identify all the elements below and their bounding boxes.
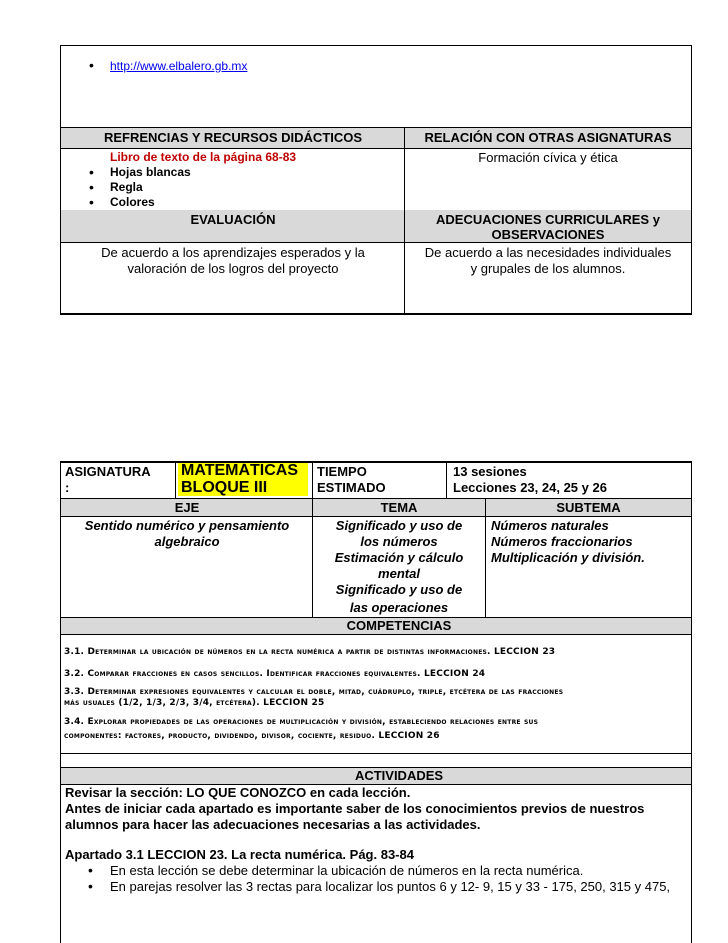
sessions-count: 13 sesiones xyxy=(453,464,527,479)
eval-text-2: valoración de los logros del proyecto xyxy=(127,261,339,276)
divider xyxy=(61,242,691,243)
tiempo-label: TIEMPO xyxy=(317,464,367,479)
resource-item: Colores xyxy=(110,195,155,209)
tema-line: mental xyxy=(378,566,420,581)
column-divider xyxy=(175,461,176,499)
divider xyxy=(61,753,691,754)
activity-bullet: En parejas resolver las 3 rectas para localizar los puntos 6 y 12- 9, 15 y 33 - 175, 250, 315 y 475, xyxy=(110,879,671,894)
column-divider xyxy=(312,461,313,499)
tema-line: Significado y uso de xyxy=(335,582,463,597)
apartado-title: Apartado 3.1 LECCION 23. La recta numérica. Pág. 83-84 xyxy=(65,847,414,862)
actividades-header: ACTIVIDADES xyxy=(354,768,444,783)
adec-text-2: y grupales de los alumnos. xyxy=(470,261,626,276)
bullet-icon: • xyxy=(89,194,94,210)
competencia-item: 3.4. Explorar propiedades de las operaciones de multiplicación y división, estableciendo relaciones entre sus xyxy=(64,717,539,727)
asignatura-colon: : xyxy=(65,480,70,495)
eje-value-1: Sentido numérico y pensamiento xyxy=(84,518,290,533)
subject-name: MATEMÁTICAS xyxy=(181,462,299,479)
bullet-icon: • xyxy=(89,164,94,180)
tema-line: Significado y uso de xyxy=(335,518,463,533)
table-bottom xyxy=(60,313,692,315)
bullet-icon: • xyxy=(88,862,93,878)
column-divider xyxy=(446,461,447,499)
subtema-header: SUBTEMA xyxy=(556,500,621,515)
ref-header: REFRENCIAS Y RECURSOS DIDÁCTICOS xyxy=(103,130,363,145)
resource-item: Regla xyxy=(110,180,143,194)
subtema-line: Multiplicación y división. xyxy=(491,550,645,565)
activity-text: alumnos para hacer las adecuaciones necesarias a las actividades. xyxy=(65,817,481,832)
subtema-line: Números fraccionarios xyxy=(491,534,633,549)
competencia-item: más usuales (1/2, 1/3, 2/3, 3/4, etcétera). LECCION 25 xyxy=(64,698,325,708)
eval-header: EVALUACIÓN xyxy=(190,212,276,227)
bullet-icon: • xyxy=(88,878,93,894)
related-subject: Formación cívica y ética xyxy=(478,150,618,165)
competencias-header: COMPETENCIAS xyxy=(346,618,452,633)
bullet-icon: • xyxy=(89,179,94,195)
tema-line: Estimación y cálculo xyxy=(334,550,464,565)
asignatura-label: ASIGNATURA xyxy=(65,464,151,479)
column-divider xyxy=(485,499,486,617)
divider xyxy=(61,516,691,517)
adec-header-line-2: OBSERVACIONES xyxy=(491,227,605,242)
competencia-item: componentes: factores, producto, dividendo, divisor, cociente, residuo. LECCION 26 xyxy=(64,731,440,741)
tiempo-label-2: ESTIMADO xyxy=(317,480,386,495)
subject-block: BLOQUE III xyxy=(181,479,268,496)
website-link[interactable]: http://www.elbalero.gb.mx xyxy=(110,59,248,73)
resource-item: Hojas blancas xyxy=(110,165,191,179)
eje-value-2: algebraico xyxy=(154,534,220,549)
activity-text: Revisar la sección: LO QUE CONOZCO en cada lección. xyxy=(65,785,411,800)
lessons-list: Lecciones 23, 24, 25 y 26 xyxy=(453,480,607,495)
divider xyxy=(61,634,691,635)
subtema-line: Números naturales xyxy=(491,518,609,533)
tema-header: TEMA xyxy=(380,500,418,515)
adec-text-1: De acuerdo a las necesidades individuales xyxy=(424,245,672,260)
activity-text: Antes de iniciar cada apartado es importante saber de los conocimientos previos de nuestros xyxy=(65,801,645,816)
bullet-icon: • xyxy=(89,57,94,73)
rel-header: RELACIÓN CON OTRAS ASIGNATURAS xyxy=(424,130,672,145)
eval-text-1: De acuerdo a los aprendizajes esperados y la xyxy=(101,245,365,260)
competencia-item: 3.1. Determinar la ubicación de números en la recta numérica a partir de distintas informaciones. LECCION 23 xyxy=(64,647,556,657)
eje-header: EJE xyxy=(174,500,200,515)
divider xyxy=(61,148,691,149)
competencia-item: 3.2. Comparar fracciones en casos sencillos. Identificar fracciones equivalentes. LECCION 24 xyxy=(64,669,486,679)
competencia-item: 3.3. Determinar expresiones equivalentes y calcular el doble, mitad, cuádruplo, triple, etcétera de las fracciones xyxy=(64,687,564,697)
textbook-ref: Libro de texto de la página 68-83 xyxy=(110,150,297,164)
activity-bullet: En esta lección se debe determinar la ubicación de números en la recta numérica. xyxy=(110,863,584,878)
tema-line: las operaciones xyxy=(349,600,449,615)
adec-header-line-1: ADECUACIONES CURRICULARES y xyxy=(436,212,660,227)
tema-line: los números xyxy=(360,534,438,549)
